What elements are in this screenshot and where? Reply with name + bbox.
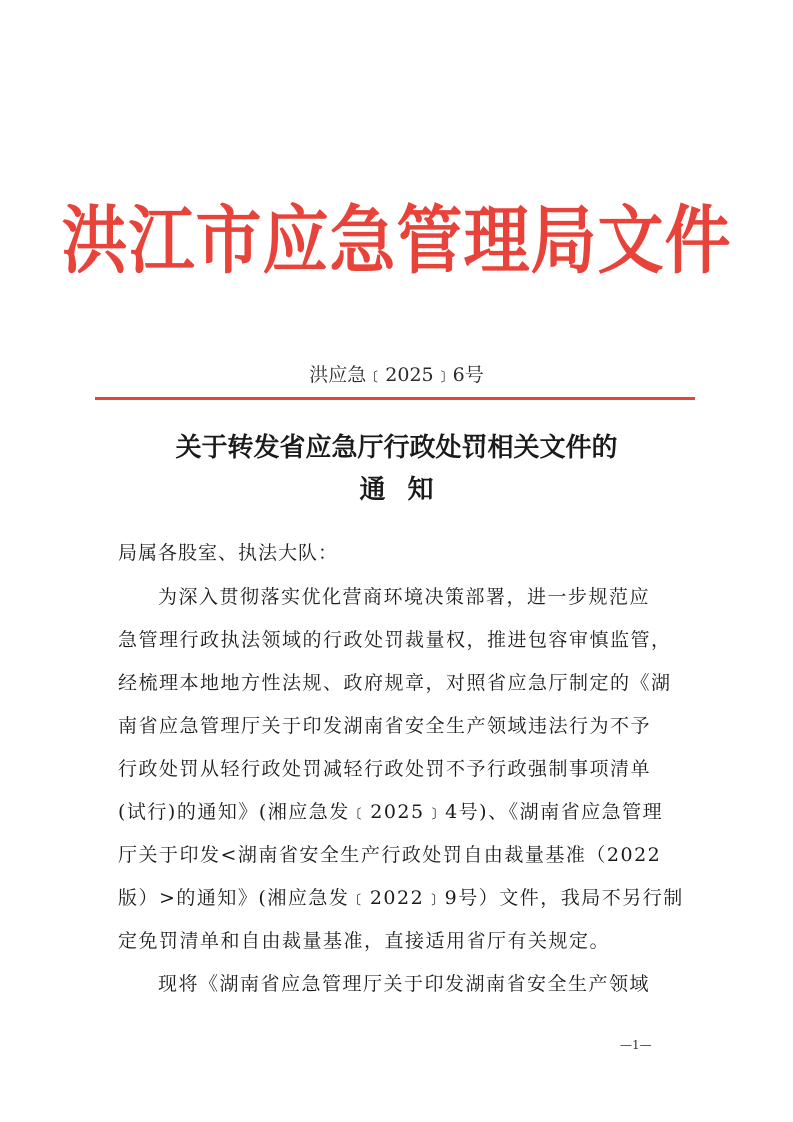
body-paragraph-line: 现将《湖南省应急管理厅关于印发湖南省安全生产领域	[158, 973, 651, 995]
red-separator-line	[95, 397, 695, 400]
document-title-line-1: 关于转发省应急厅行政处罚相关文件的	[175, 433, 618, 463]
body-paragraph-line: (试行)的通知》(湘应急发﹝2025﹞4号)、《湖南省应急管理	[118, 801, 664, 823]
body-paragraph-line: 急管理行政执法领域的行政处罚裁量权，推进包容审慎监管，	[118, 629, 672, 651]
body-paragraph-line: 行政处罚从轻行政处罚减轻行政处罚不予行政强制事项清单	[118, 758, 652, 780]
body-paragraph-line: 为深入贯彻落实优化营商环境决策部署，进一步规范应	[158, 586, 651, 608]
document-title-line-2: 通知	[359, 475, 456, 505]
body-paragraph-line: 版）>的通知》(湘应急发﹝2022﹞9号）文件，我局不另行制	[118, 887, 684, 909]
body-paragraph-line: 经梳理本地地方性法规、政府规章，对照省应急厅制定的《湖	[118, 672, 672, 694]
body-paragraph-line: 南省应急管理厅关于印发湖南省安全生产领域违法行为不予	[118, 715, 652, 737]
page-number: —1—	[620, 1038, 652, 1052]
body-paragraph-line: 厅关于印发<湖南省安全生产行政处罚自由裁量基准（2022	[118, 844, 662, 866]
masthead-title: 洪江市应急管理局文件	[61, 196, 732, 285]
salutation: 局属各股室、执法大队：	[118, 542, 339, 564]
body-paragraph-line: 定免罚清单和自由裁量基准，直接适用省厅有关规定。	[118, 930, 611, 952]
document-number: 洪应急﹝2025﹞6号	[309, 364, 484, 386]
